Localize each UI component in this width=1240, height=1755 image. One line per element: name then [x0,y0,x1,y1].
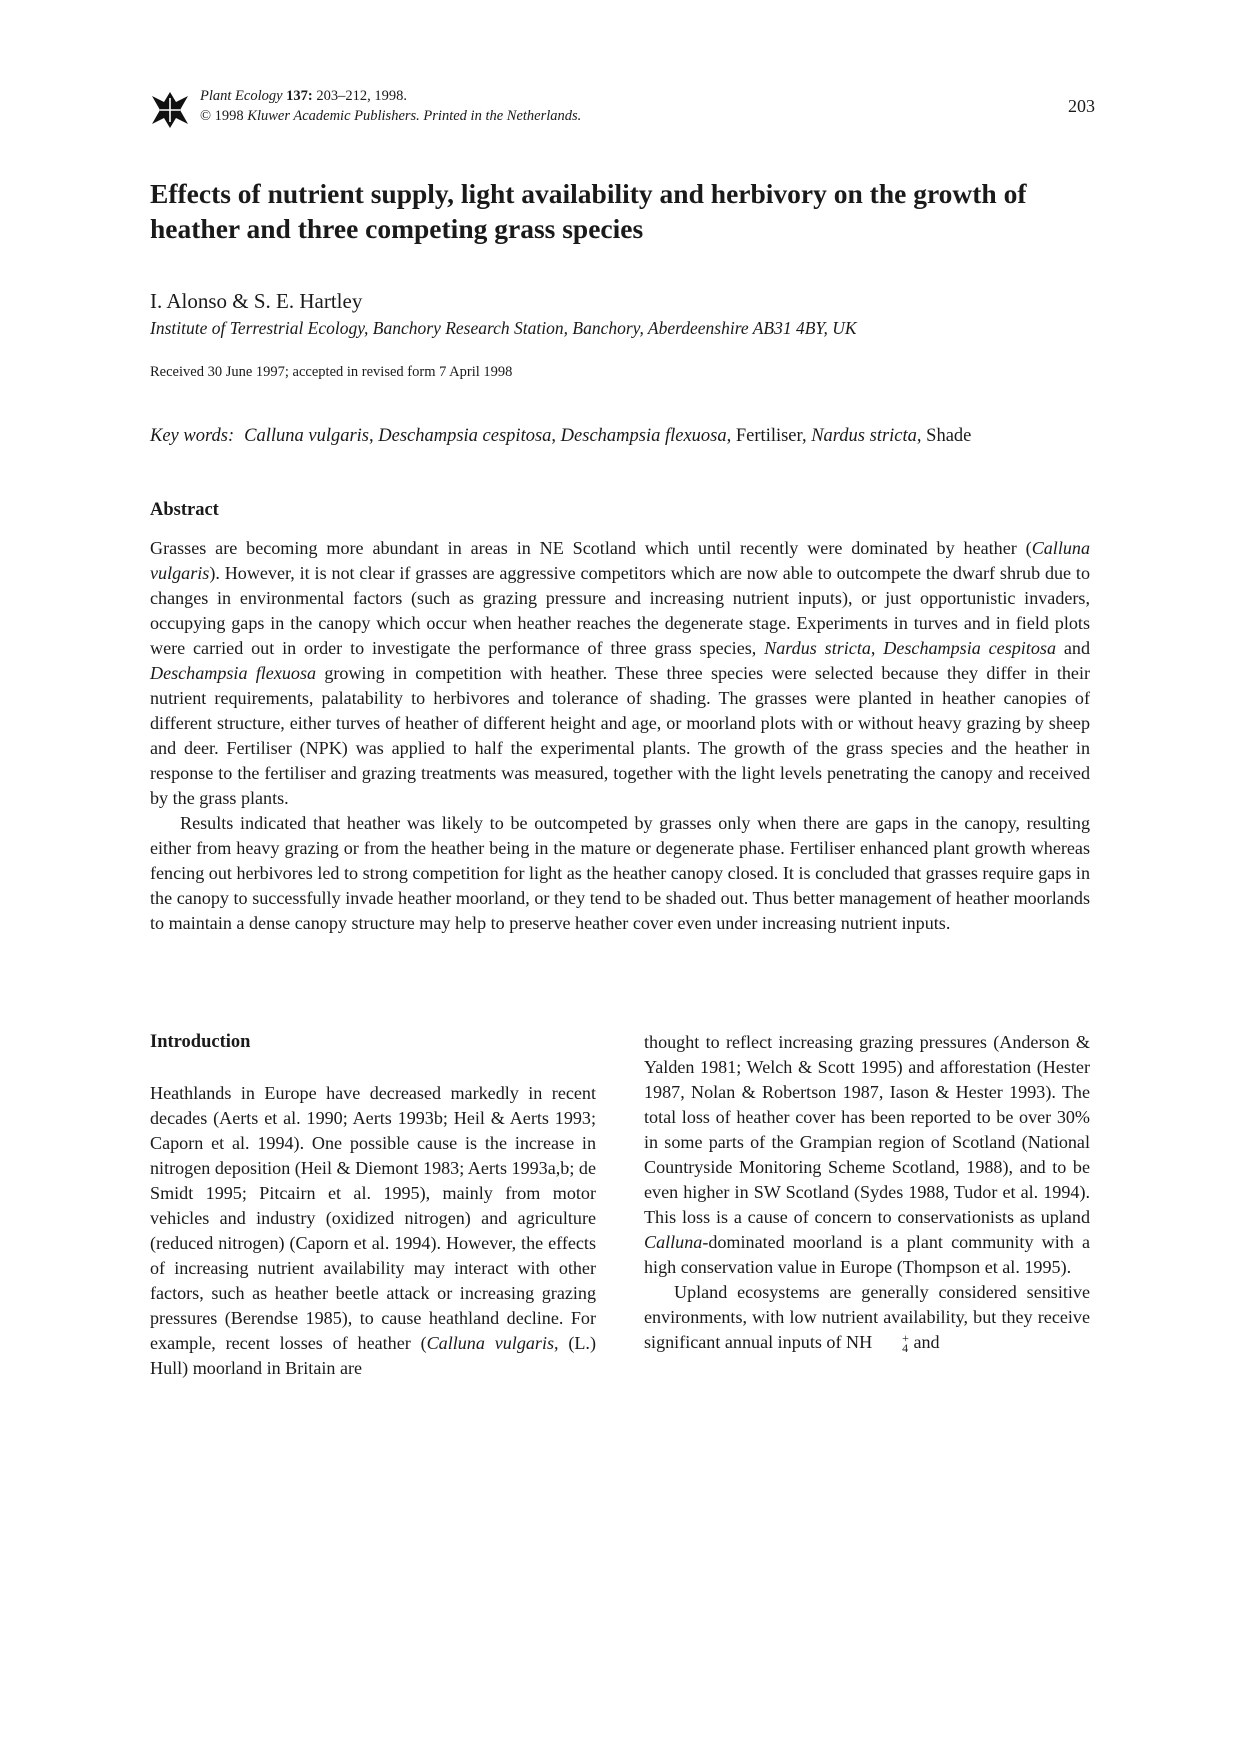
printed-in: Printed in the Netherlands. [423,108,582,124]
body-text: Upland ecosystems are generally considered sensitive environments, with low nutrient availability, but they receive significant annual inputs of NH [644,1282,1090,1352]
introduction-heading: Introduction [150,1032,251,1052]
abstract-paragraph-1 [150,536,1090,811]
publisher-logo-icon [150,90,190,130]
journal-citation [200,86,581,126]
abstract-text: and [1056,638,1090,658]
column-left [150,1030,596,1381]
abstract-text: ). However, it is not clear if grasses are aggressive competitors which are now able to outcompete the dwarf shrub due to changes in environmental factors (such as grazing pressure and increasing nutrient inputs), or just opportunistic invaders, occupying gaps in the canopy which occur when heather reaches the degenerate stage. Experiments in turves and in field plots were carried out in order to investigate the performance of three grass species, [150,563,1090,658]
keyword-separator: , [369,426,379,446]
body-text: -dominated moorland is a plant community with a high conservation value in Europe (Thompson et al. 1995). [644,1232,1090,1277]
abstract-text: growing in competition with heather. These three species were selected because they differ in their nutrient requirements, palatability to herbivores and tolerance of shading. The grasses were planted in heather canopies of different structure, either turves of heather of different height and age, or moorland plots with or without heavy grazing by sheep and deer. Fertiliser (NPK) was applied to half the experimental plants. The growth of the grass species and the heather in response to the fertiliser and grazing treatments was measured, together with the light levels penetrating the canopy and received by the grass plants. [150,663,1090,808]
body-text: thought to reflect increasing grazing pressures (Anderson & Yalden 1981; Welch & Scott 1995) and afforestation (Hester 1987, Nolan & Robertson 1987, Iason & Hester 1993). The total loss of heather cover has been reported to be over 30% in some parts of the Grampian region of Scotland (National Countryside Monitoring Scheme Scotland, 1988), and to be even higher in SW Scotland (Sydes 1988, Tudor et al. 1994). This loss is a cause of concern to conservationists as upland [644,1032,1090,1227]
ammonium-charge: + [902,1331,909,1345]
body-text: and [908,1332,940,1352]
species-name: Calluna vulgaris [150,538,1090,583]
introduction-paragraph-2 [644,1280,1090,1355]
abstract-paragraph-2: Results indicated that heather was likely to be outcompeted by grasses only when there are gaps in the canopy, resulting either from heavy grazing or from the heather being in the mature or degenerate phase. Fertiliser enhanced plant growth whereas fencing out herbivores led to strong competition for light as the heather canopy closed. It is concluded that grasses require gaps in the canopy to successfully invade heather moorland, or they tend to be shaded out. Thus better management of heather moorlands to maintain a dense canopy structure may help to preserve heather cover even under increasing nutrient inputs. [150,813,1090,933]
copyright-symbol: © [200,108,212,124]
column-right [644,1030,1090,1355]
journal-line-2 [200,106,581,126]
body-text: Heathlands in Europe have decreased markedly in recent decades (Aerts et al. 1990; Aerts 1993b; Heil & Aerts 1993; Caporn et al. 1994). One possible cause is the increase in nitrogen deposition (Heil & Diemont 1983; Aerts 1993a,b; de Smidt 1995; Pitcairn et al. 1995), mainly from motor vehicles and industry (oxidized nitrogen) and agriculture (reduced nitrogen) (Caporn et al. 1994). However, the effects of increasing nutrient availability may interact with other factors, such as heather beetle attack or increasing grazing pressures (Berendse 1985), to cause heathland decline. For example, recent losses of heather ( [150,1083,596,1353]
keyword-item: Calluna vulgaris [244,426,369,446]
article-authors: I. Alonso & S. E. Hartley [150,289,363,313]
abstract-body [150,536,1090,936]
journal-line-1 [200,86,581,106]
keyword-item: Deschampsia cespitosa [378,426,552,446]
species-name: Calluna [644,1232,703,1252]
introduction-paragraph-1-continued [644,1030,1090,1280]
article-title: Effects of nutrient supply, light availability and herbivory on the growth of heather and three competing grass species [150,178,1027,244]
abstract-text: , [870,638,884,658]
author-affiliation: Institute of Terrestrial Ecology, Banchory Research Station, Banchory, Aberdeenshire AB31 4BY, UK [150,318,857,338]
ammonium-subscript: 4 [902,1341,909,1355]
keyword-item: Shade [926,426,972,446]
abstract-text: Grasses are becoming more abundant in areas in NE Scotland which until recently were dominated by heather ( [150,538,1032,558]
keyword-separator: , [916,426,927,446]
keyword-separator: , [551,426,561,446]
species-name: Calluna vulgaris [426,1333,555,1353]
introduction-paragraph-1 [150,1081,596,1381]
ammonium-indices [872,1333,909,1353]
keyword-item: Nardus stricta [811,426,917,446]
journal-pages-year: 203–212, 1998. [316,88,408,104]
keyword-item: Fertiliser [735,426,802,446]
journal-volume: 137: [286,88,313,104]
species-name: Deschampsia cespitosa [883,638,1056,658]
keyword-separator: , [801,426,812,446]
page-number: 203 [1068,96,1095,116]
copyright-year: 1998 [214,108,244,124]
body-text: , (L.) Hull) moorland in Britain are [150,1333,596,1378]
page-header [150,86,1095,136]
abstract-heading: Abstract [150,500,219,520]
keywords-label: Key words: [150,426,235,446]
species-name: Deschampsia flexuosa [150,663,317,683]
publisher-name: Kluwer Academic Publishers. [247,108,420,124]
keyword-item: Deschampsia flexuosa [560,426,727,446]
species-name: Nardus stricta [764,638,871,658]
keyword-separator: , [726,426,736,446]
journal-name: Plant Ecology [200,88,283,104]
keywords-line [150,426,971,447]
received-dates: Received 30 June 1997; accepted in revised form 7 April 1998 [150,364,513,380]
